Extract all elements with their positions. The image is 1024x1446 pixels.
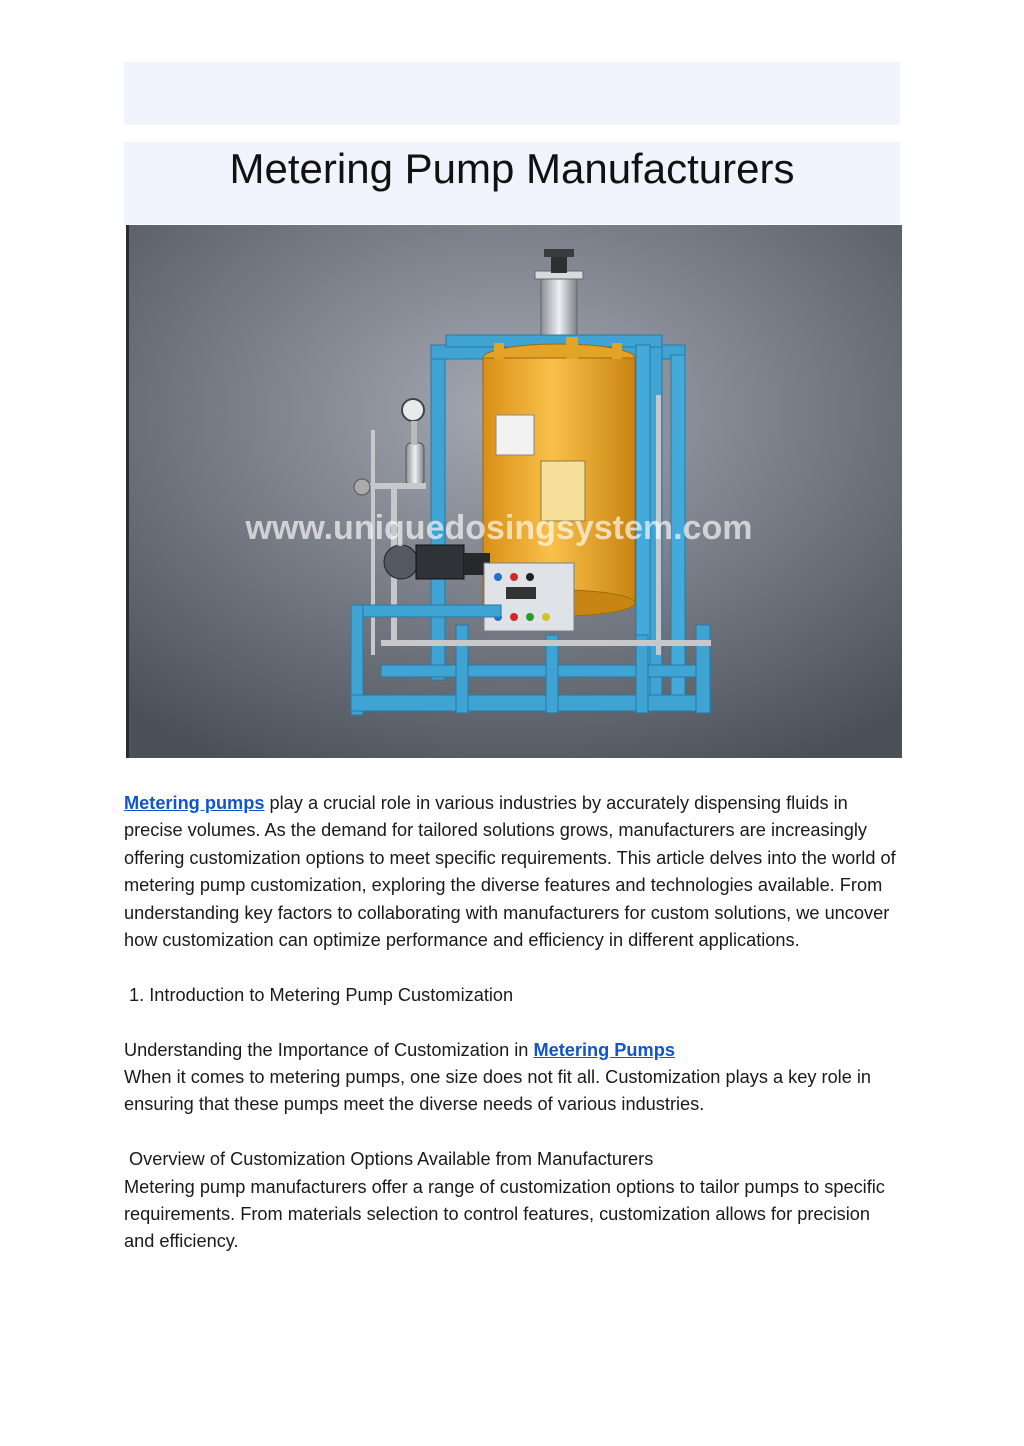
subsection-body-importance: When it comes to metering pumps, one size does not fit all. Customization plays a key role in ensuring that these pumps meet the diverse needs of various industries.	[124, 1067, 872, 1115]
dosing-system-illustration	[126, 225, 902, 758]
subsection-heading-importance	[124, 1037, 904, 1064]
metering-pumps-heading-link[interactable]: Metering Pumps	[533, 1039, 675, 1060]
intro-paragraph	[124, 790, 904, 954]
subsection-body-overview: Metering pump manufacturers offer a range of customization options to tailor pumps to specific requirements. From materials selection to control features, customization allows for precision and efficiency.	[124, 1176, 885, 1252]
image-watermark: www.uniquedosingsystem.com	[245, 509, 753, 547]
header-band	[124, 62, 900, 125]
intro-text: play a crucial role in various industries by accurately dispensing fluids in precise volumes. As the demand for tailored solutions grows, manufacturers are increasingly offering customization options to meet specific requirements. This article delves into the world of metering pump customization, exploring the diverse features and technologies available. From understanding key factors to collaborating with manufacturers for custom solutions, we uncover how customization can optimize performance and efficiency in different applications.	[124, 793, 896, 951]
subsection-heading-overview: Overview of Customization Options Available from Manufacturers	[129, 1149, 654, 1170]
title-band	[124, 142, 900, 224]
article-body	[124, 790, 904, 1256]
page-title: Metering Pump Manufacturers	[229, 145, 795, 192]
product-image	[126, 225, 902, 758]
metering-pumps-link[interactable]: Metering pumps	[124, 793, 265, 813]
section-heading: 1. Introduction to Metering Pump Customization	[129, 984, 514, 1005]
subsection-heading-text: Understanding the Importance of Customization in	[124, 1039, 534, 1060]
